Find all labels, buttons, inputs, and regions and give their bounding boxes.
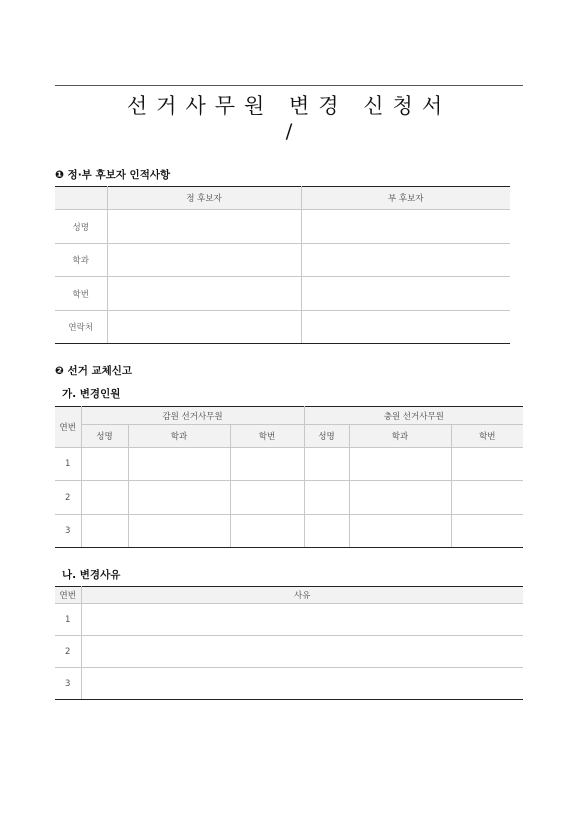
row-no: 1 [55,604,81,636]
main-dept-cell[interactable] [107,244,301,277]
in-dept-cell[interactable] [349,448,451,481]
section1-heading: ❶ 정·부 후보자 인적사항 [55,169,171,181]
main-id-cell[interactable] [107,277,301,311]
col-header-no: 연번 [55,587,81,604]
vice-id-cell[interactable] [301,277,510,311]
col-header-in-id: 학번 [451,425,523,448]
form-title: 선거사무원 변경 신청서 [126,94,452,118]
group-header-removed: 감원 선거사무원 [81,407,304,425]
in-id-cell[interactable] [451,515,523,548]
form-subtitle: / [285,119,293,143]
row-no: 3 [55,668,81,700]
row-label-contact: 연락처 [55,311,107,344]
section2-heading: ❷ 선거 교체신고 [55,365,133,377]
out-id-cell[interactable] [230,448,304,481]
corner-cell [55,187,107,210]
out-dept-cell[interactable] [128,448,230,481]
out-name-cell[interactable] [81,448,128,481]
vice-name-cell[interactable] [301,210,510,244]
vice-contact-cell[interactable] [301,311,510,344]
in-id-cell[interactable] [451,448,523,481]
col-header-reason: 사유 [81,587,523,604]
candidate-table [55,186,510,344]
row-no: 3 [55,515,81,548]
vice-dept-cell[interactable] [301,244,510,277]
col-header-main-candidate: 정 후보자 [107,187,301,210]
reason-cell[interactable] [81,636,523,668]
main-name-cell[interactable] [107,210,301,244]
out-id-cell[interactable] [230,481,304,515]
col-header-out-id: 학번 [230,425,304,448]
in-id-cell[interactable] [451,481,523,515]
col-header-in-name: 성명 [304,425,349,448]
change-reason-heading: 나. 변경사유 [62,569,121,581]
col-header-vice-candidate: 부 후보자 [301,187,510,210]
change-staff-heading: 가. 변경인원 [62,388,121,400]
reason-cell[interactable] [81,668,523,700]
row-no: 2 [55,481,81,515]
row-label-name: 성명 [55,210,107,244]
out-dept-cell[interactable] [128,481,230,515]
col-header-out-name: 성명 [81,425,128,448]
staff-change-table [55,406,523,548]
out-id-cell[interactable] [230,515,304,548]
row-no: 2 [55,636,81,668]
in-dept-cell[interactable] [349,515,451,548]
reason-table [55,586,523,700]
group-header-added: 충원 선거사무원 [304,407,523,425]
out-dept-cell[interactable] [128,515,230,548]
in-name-cell[interactable] [304,481,349,515]
out-name-cell[interactable] [81,515,128,548]
in-dept-cell[interactable] [349,481,451,515]
row-label-student-id: 학번 [55,277,107,311]
row-no: 1 [55,448,81,481]
top-rule [55,85,523,86]
col-header-no: 연번 [55,407,81,448]
main-contact-cell[interactable] [107,311,301,344]
col-header-out-dept: 학과 [128,425,230,448]
reason-cell[interactable] [81,604,523,636]
out-name-cell[interactable] [81,481,128,515]
col-header-in-dept: 학과 [349,425,451,448]
in-name-cell[interactable] [304,448,349,481]
in-name-cell[interactable] [304,515,349,548]
row-label-dept: 학과 [55,244,107,277]
